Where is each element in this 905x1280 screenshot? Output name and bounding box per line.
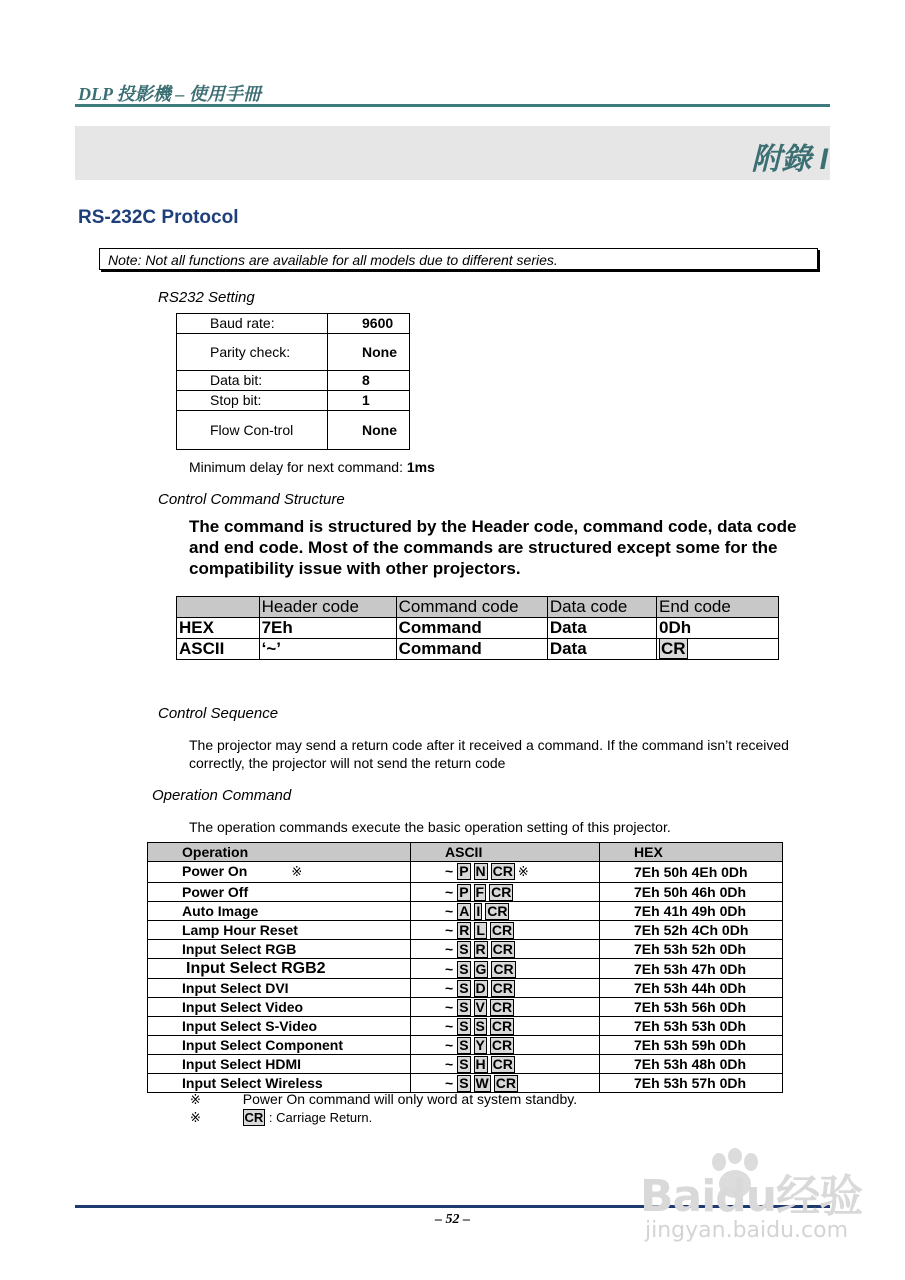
operation-row — [148, 1074, 783, 1093]
operation-hex: 7Eh 53h 57h 0Dh — [600, 1074, 783, 1093]
command-structure-table — [176, 596, 779, 660]
operation-header-row — [148, 843, 783, 862]
footnote-1-text: Power On command will only word at system standby. — [242, 1091, 578, 1107]
operation-hex: 7Eh 53h 59h 0Dh — [600, 1036, 783, 1055]
structure-header-cell: Command code — [396, 597, 547, 618]
section-title: RS-232C Protocol — [78, 207, 239, 228]
operation-name-text: Lamp Hour Reset — [182, 922, 298, 938]
operation-name-text: Input Select Video — [182, 999, 304, 1015]
structure-header-cell: End code — [656, 597, 778, 618]
operation-name-text: Auto Image — [182, 903, 259, 919]
operation-hex: 7Eh 53h 48h 0Dh — [600, 1055, 783, 1074]
rs232-key: Flow Con-trol — [177, 411, 328, 450]
sequence-heading: Control Sequence — [158, 705, 279, 722]
operation-row — [148, 921, 783, 940]
operation-name — [148, 902, 411, 921]
cr-key-label: CR — [487, 903, 508, 919]
ascii-key: S — [459, 1018, 469, 1034]
operation-name — [148, 940, 411, 959]
rs232-row — [177, 371, 410, 391]
operation-name-text: Input Select RGB2 — [186, 960, 326, 977]
footnote-1 — [190, 1091, 577, 1108]
ascii-key: S — [459, 980, 469, 996]
operation-name-text: Input Select S-Video — [182, 1018, 318, 1034]
ascii-key: L — [476, 922, 485, 938]
operation-row — [148, 1036, 783, 1055]
ascii-key: H — [475, 1056, 486, 1072]
operation-hex: 7Eh 50h 46h 0Dh — [600, 883, 783, 902]
operation-ascii — [411, 902, 600, 921]
tilde-char: ~ — [445, 1037, 454, 1053]
cr-key-label: CR — [491, 922, 513, 938]
operation-name-text: Input Select HDMI — [182, 1056, 302, 1072]
delay-value: 1ms — [406, 459, 435, 475]
ascii-key: R — [475, 941, 486, 957]
operation-ascii — [411, 1055, 600, 1074]
rs232-key: Stop bit: — [177, 391, 328, 411]
tilde-char: ~ — [445, 941, 454, 957]
cr-key-label: CR — [492, 980, 513, 996]
operation-header-cell: ASCII — [411, 843, 600, 862]
cr-key-label: CR — [491, 999, 513, 1015]
operation-heading: Operation Command — [152, 787, 292, 804]
operation-hex: 7Eh 52h 4Ch 0Dh — [600, 921, 783, 940]
ascii-key: G — [475, 960, 487, 977]
operation-name — [148, 998, 411, 1017]
operation-row — [148, 998, 783, 1017]
operation-row — [148, 883, 783, 902]
operation-name — [148, 959, 411, 979]
cr-key-label: CR — [491, 1018, 513, 1034]
operation-name-text: Input Select RGB — [182, 941, 297, 957]
ascii-key: W — [475, 1075, 489, 1091]
operation-row — [148, 959, 783, 979]
tilde-char: ~ — [445, 903, 454, 919]
operation-name — [148, 883, 411, 902]
operation-row — [148, 979, 783, 998]
operation-name — [148, 1017, 411, 1036]
sequence-text: The projector may send a return code after it received a command. If the command isn’t received correctly, the projector will not send the return code — [189, 737, 789, 771]
reference-mark-icon: ※ — [291, 865, 303, 880]
appendix-banner — [75, 126, 830, 180]
operation-name-text: Input Select Wireless — [182, 1075, 323, 1091]
footnote-2-text: : Carriage Return. — [265, 1110, 373, 1125]
rs232-key: Parity check: — [177, 334, 328, 371]
tilde-char: ~ — [445, 1018, 454, 1034]
structure-cell: Data — [547, 618, 656, 639]
reference-mark-icon: ※ — [190, 1093, 201, 1108]
cr-key-label: CR — [660, 639, 686, 658]
rs232-heading: RS232 Setting — [158, 289, 255, 306]
ascii-key: S — [459, 960, 469, 977]
delay-line — [189, 459, 435, 475]
structure-row — [177, 618, 779, 639]
tilde-char: ~ — [445, 980, 454, 996]
operation-row — [148, 902, 783, 921]
operation-hex: 7Eh 50h 4Eh 0Dh — [600, 862, 783, 883]
operation-ascii — [411, 883, 600, 902]
ascii-key: F — [475, 884, 485, 900]
structure-row — [177, 639, 779, 660]
structure-heading: Control Command Structure — [158, 491, 345, 508]
cr-key-label: CR — [495, 1075, 516, 1091]
cr-key-label: CR — [492, 1056, 513, 1072]
operation-name — [148, 1036, 411, 1055]
structure-cell: 0Dh — [656, 618, 778, 639]
ascii-key: Y — [475, 1037, 485, 1053]
operation-table — [147, 842, 783, 1093]
watermark-brand: Baidu经验 — [640, 1171, 863, 1222]
ascii-key: R — [459, 922, 470, 938]
ascii-key: S — [459, 1075, 469, 1091]
tilde-char: ~ — [445, 863, 454, 879]
rs232-row — [177, 391, 410, 411]
operation-ascii — [411, 940, 600, 959]
rs232-table — [176, 313, 410, 450]
operation-ascii — [411, 1074, 600, 1093]
operation-ascii — [411, 1036, 600, 1055]
delay-label: Minimum delay for next command: — [189, 459, 407, 475]
watermark-url: jingyan.baidu.com — [645, 1218, 849, 1243]
tilde-char: ~ — [445, 960, 454, 977]
ascii-key: S — [475, 1018, 485, 1034]
operation-name — [148, 1074, 411, 1093]
operation-hex: 7Eh 53h 56h 0Dh — [600, 998, 783, 1017]
ascii-key: I — [476, 903, 481, 919]
operation-name — [148, 979, 411, 998]
operation-name-text: Power On — [182, 863, 248, 879]
ascii-key: D — [475, 980, 486, 996]
rs232-value: None — [328, 411, 410, 450]
operation-name — [148, 1055, 411, 1074]
operation-hex: 7Eh 53h 52h 0Dh — [600, 940, 783, 959]
rs232-value: None — [328, 334, 410, 371]
tilde-char: ~ — [445, 1075, 454, 1091]
rs232-key: Data bit: — [177, 371, 328, 391]
cr-key-label: CR — [492, 863, 513, 879]
cr-key-label: CR — [491, 884, 512, 900]
tilde-char: ~ — [445, 1056, 454, 1072]
operation-hex: 7Eh 53h 47h 0Dh — [600, 959, 783, 979]
document-header: DLP 投影機 – 使用手冊 — [78, 84, 261, 104]
cr-key-label: CR — [244, 1110, 264, 1125]
operation-header-cell: Operation — [148, 843, 411, 862]
rs232-key: Baud rate: — [177, 314, 328, 334]
operation-ascii — [411, 1017, 600, 1036]
structure-header-row — [177, 597, 779, 618]
structure-cell: ASCII — [177, 639, 260, 660]
ascii-key: N — [475, 863, 486, 879]
structure-cell: Data — [547, 639, 656, 660]
rs232-row — [177, 314, 410, 334]
header-rule — [75, 104, 830, 107]
rs232-row — [177, 334, 410, 371]
cr-key-label: CR — [492, 941, 513, 957]
ascii-key: S — [459, 941, 469, 957]
rs232-value: 1 — [328, 391, 410, 411]
operation-hex: 7Eh 53h 44h 0Dh — [600, 979, 783, 998]
ascii-key: P — [459, 863, 469, 879]
ascii-key: S — [459, 999, 469, 1015]
rs232-value: 8 — [328, 371, 410, 391]
structure-cell — [656, 639, 778, 660]
tilde-char: ~ — [445, 884, 454, 900]
operation-ascii — [411, 979, 600, 998]
cr-key-label: CR — [493, 960, 514, 977]
ascii-key: V — [475, 999, 485, 1015]
structure-cell: ‘~’ — [259, 639, 396, 660]
operation-header-cell: HEX — [600, 843, 783, 862]
ascii-key: S — [459, 1056, 469, 1072]
operation-row — [148, 1017, 783, 1036]
operation-hex: 7Eh 53h 53h 0Dh — [600, 1017, 783, 1036]
reference-mark-icon: ※ — [190, 1111, 201, 1126]
operation-ascii — [411, 998, 600, 1017]
ascii-key: A — [459, 903, 470, 919]
operation-name — [148, 862, 411, 883]
operation-ascii — [411, 921, 600, 940]
rs232-value: 9600 — [328, 314, 410, 334]
tilde-char: ~ — [445, 922, 454, 938]
structure-header-cell: Header code — [259, 597, 396, 618]
operation-name-text: Power Off — [182, 884, 249, 900]
operation-text: The operation commands execute the basic operation setting of this projector. — [189, 819, 671, 835]
ascii-key: P — [459, 884, 469, 900]
operation-ascii — [411, 959, 600, 979]
structure-cell: 7Eh — [259, 618, 396, 639]
operation-name-text: Input Select Component — [182, 1037, 343, 1053]
structure-cell: Command — [396, 639, 547, 660]
footnote-2 — [190, 1110, 372, 1126]
page-number: – 52 – — [435, 1212, 470, 1227]
operation-name — [148, 921, 411, 940]
operation-ascii — [411, 862, 600, 883]
structure-header-cell: Data code — [547, 597, 656, 618]
reference-mark-icon: ※ — [517, 865, 529, 880]
cr-key-label: CR — [491, 1037, 513, 1053]
operation-row — [148, 862, 783, 883]
operation-hex: 7Eh 41h 49h 0Dh — [600, 902, 783, 921]
appendix-title: 附錄 I — [751, 143, 828, 176]
operation-row — [148, 940, 783, 959]
structure-header-cell — [177, 597, 260, 618]
ascii-key: S — [459, 1037, 469, 1053]
structure-text: The command is structured by the Header code, command code, data code and end code. Most of the commands are structured except some for the compatibility issue with other projectors. — [189, 517, 797, 578]
note-box: Note: Not all functions are available for all models due to different series. — [99, 248, 818, 270]
tilde-char: ~ — [445, 999, 454, 1015]
structure-cell: Command — [396, 618, 547, 639]
structure-cell: HEX — [177, 618, 260, 639]
rs232-row — [177, 411, 410, 450]
operation-name-text: Input Select DVI — [182, 980, 289, 996]
operation-row — [148, 1055, 783, 1074]
